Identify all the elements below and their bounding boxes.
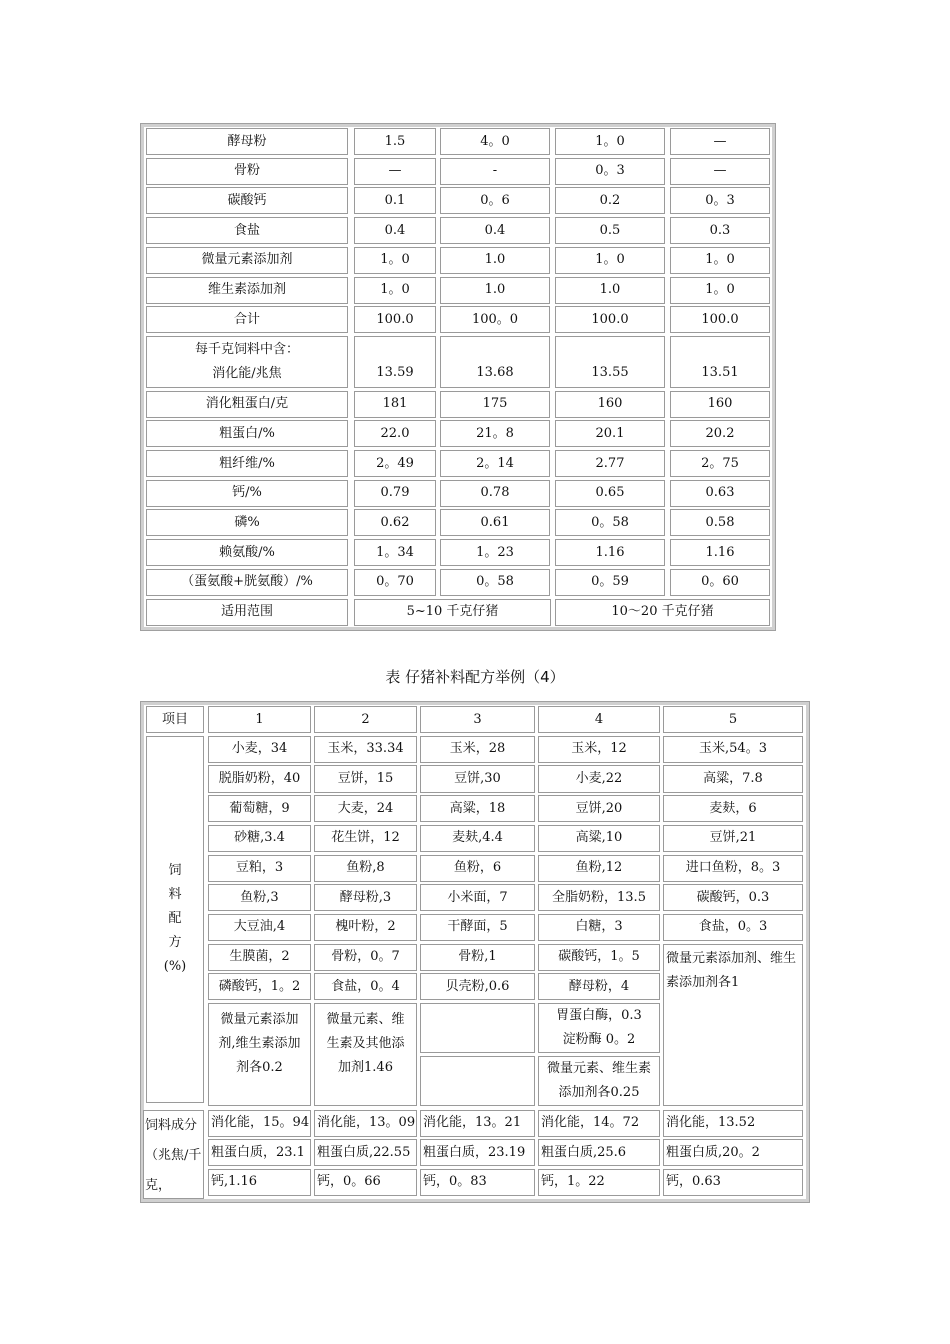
scope-label: 适用范围 <box>146 599 348 626</box>
composition-value: 消化能，13。21 <box>420 1110 535 1137</box>
formula-item: 生膜菌，2 <box>208 944 311 971</box>
composition-value: 粗蛋白质,25.6 <box>538 1139 660 1166</box>
formula-item: 花生饼，12 <box>314 825 417 852</box>
row-value: 0.65 <box>555 480 665 507</box>
row-value: 0。6 <box>440 187 550 214</box>
formula-item: 进口鱼粉，8。3 <box>663 855 803 882</box>
formula-item: 玉米，28 <box>420 736 535 763</box>
composition-value: 钙，0。83 <box>420 1169 535 1196</box>
formula-item: 碳酸钙，1。5 <box>538 944 660 971</box>
row-value: 0。3 <box>555 158 665 185</box>
composition-label: 饲料成分（兆焦/千克， <box>143 1110 204 1199</box>
row-value: - <box>440 158 550 185</box>
formula-item: 大麦，24 <box>314 795 417 822</box>
row-label: 合计 <box>146 306 348 333</box>
formula-item: 胃蛋白酶，0.3 <box>556 1008 642 1023</box>
header-col-5: 5 <box>663 706 803 733</box>
formula-item: 脱脂奶粉，40 <box>208 765 311 792</box>
row-value: 1。0 <box>354 247 436 274</box>
formula-label-char: 料 <box>168 887 182 903</box>
formula-label <box>146 736 204 1103</box>
row-value: 2。49 <box>354 450 436 477</box>
composition-value: 消化能，13。09 <box>314 1110 417 1137</box>
row-value: 1。0 <box>670 247 770 274</box>
row-value: 1。0 <box>555 128 665 155</box>
row-value: 0.4 <box>354 217 436 244</box>
formula-item: 酵母粉,3 <box>314 884 417 911</box>
row-value: 100.0 <box>555 306 665 333</box>
formula-item: 贝壳粉,0.6 <box>420 973 535 1000</box>
formula-item: 鱼粉,8 <box>314 855 417 882</box>
formula-item: 高粱，18 <box>420 795 535 822</box>
formula-item: 小米面，7 <box>420 884 535 911</box>
row-value: 20.1 <box>555 420 665 447</box>
header-col-4: 4 <box>538 706 660 733</box>
energy-value: 13.55 <box>555 336 665 388</box>
row-label: 钙/% <box>146 480 348 507</box>
formula-item: 豆饼,20 <box>538 795 660 822</box>
composition-value: 钙，0.63 <box>663 1169 803 1196</box>
row-value: 100。0 <box>440 306 550 333</box>
row-value: — <box>354 158 436 185</box>
energy-value: 13.59 <box>354 336 436 388</box>
formula-item-additives: 微量元素添加剂、维生素添加剂各1 <box>663 944 803 1106</box>
formula-item: 高粱,10 <box>538 825 660 852</box>
row-value: 0.3 <box>670 217 770 244</box>
formula-label-char: (%) <box>163 959 187 975</box>
row-value: — <box>670 158 770 185</box>
row-label: 赖氨酸/% <box>146 539 348 566</box>
formula-item: 磷酸钙，1。2 <box>208 973 311 1000</box>
row-value: 100.0 <box>670 306 770 333</box>
formula-item: 食盐，0。4 <box>314 973 417 1000</box>
row-value: — <box>670 128 770 155</box>
row-value: 0。58 <box>440 569 550 596</box>
formula-item: 高粱，7.8 <box>663 765 803 792</box>
header-col-3: 3 <box>420 706 535 733</box>
row-value: 0。58 <box>555 509 665 536</box>
row-value: 1。23 <box>440 539 550 566</box>
formula-item: 淀粉酶 0。2 <box>562 1032 636 1047</box>
row-value: 175 <box>440 391 550 418</box>
formula-item: 鱼粉,3 <box>208 884 311 911</box>
row-label: 粗纤维/% <box>146 450 348 477</box>
header-col-1: 1 <box>208 706 311 733</box>
row-value: 160 <box>670 391 770 418</box>
row-value: 0.79 <box>354 480 436 507</box>
composition-value: 粗蛋白质,22.55 <box>314 1139 417 1166</box>
row-value: 1.16 <box>670 539 770 566</box>
row-value: 2。14 <box>440 450 550 477</box>
formula-item-additives: 微量元素添加剂,维生素添加剂各0.2 <box>208 1003 311 1106</box>
row-value: 20.2 <box>670 420 770 447</box>
formula-item: 玉米，33.34 <box>314 736 417 763</box>
formula-item: 白糖，3 <box>538 914 660 941</box>
row-value: 1。34 <box>354 539 436 566</box>
row-value: 0。60 <box>670 569 770 596</box>
row-value: 160 <box>555 391 665 418</box>
row-value: 22.0 <box>354 420 436 447</box>
scope-10-20: 10～20 千克仔猪 <box>555 599 770 626</box>
row-value: 100.0 <box>354 306 436 333</box>
composition-value: 钙,1.16 <box>208 1169 311 1196</box>
composition-value: 消化能，13.52 <box>663 1110 803 1137</box>
formula-item: 碳酸钙，0.3 <box>663 884 803 911</box>
empty-cell <box>420 1056 535 1106</box>
row-label: 骨粉 <box>146 158 348 185</box>
row-value: 0.58 <box>670 509 770 536</box>
composition-value: 粗蛋白质，23.1 <box>208 1139 311 1166</box>
energy-label: 消化能/兆焦 <box>212 365 282 381</box>
formula-item: 鱼粉，6 <box>420 855 535 882</box>
row-value: 4。0 <box>440 128 550 155</box>
scope-5-10: 5~10 千克仔猪 <box>354 599 551 626</box>
row-value: 0。70 <box>354 569 436 596</box>
row-value: 1。0 <box>354 277 436 304</box>
formula-item: 小麦，34 <box>208 736 311 763</box>
nutrient-header-cell <box>146 336 348 388</box>
formula-item: 槐叶粉，2 <box>314 914 417 941</box>
formula-item-additives: 微量元素、维生素及其他添加剂1.46 <box>314 1003 417 1106</box>
formula-label-char: 方 <box>168 935 182 951</box>
row-value: 0.62 <box>354 509 436 536</box>
row-label: 微量元素添加剂 <box>146 247 348 274</box>
row-label: 酵母粉 <box>146 128 348 155</box>
row-label: 食盐 <box>146 217 348 244</box>
row-value: 0.5 <box>555 217 665 244</box>
energy-value: 13.68 <box>440 336 550 388</box>
formula-item: 豆饼,30 <box>420 765 535 792</box>
table-2-caption: 表 仔猪补料配方举例（4） <box>385 668 565 686</box>
formula-item: 大豆油,4 <box>208 914 311 941</box>
header-item: 项目 <box>146 706 204 733</box>
row-label: 粗蛋白/% <box>146 420 348 447</box>
formula-item: 干酵面，5 <box>420 914 535 941</box>
formula-label-char: 配 <box>168 911 182 927</box>
formula-item: 食盐，0。3 <box>663 914 803 941</box>
row-value: 1.16 <box>555 539 665 566</box>
row-label: 维生素添加剂 <box>146 277 348 304</box>
row-value: 0.78 <box>440 480 550 507</box>
row-value: 2。75 <box>670 450 770 477</box>
enzyme-cell <box>538 1003 660 1053</box>
formula-item: 豆粕，3 <box>208 855 311 882</box>
formula-item: 玉米,54。3 <box>663 736 803 763</box>
empty-cell <box>420 1003 535 1053</box>
formula-item-additives: 微量元素、维生素添加剂各0.25 <box>538 1056 660 1106</box>
formula-item: 砂糖,3.4 <box>208 825 311 852</box>
formula-item: 麦麸，6 <box>663 795 803 822</box>
row-value: 1.0 <box>440 277 550 304</box>
row-value: 1.0 <box>555 277 665 304</box>
row-value: 181 <box>354 391 436 418</box>
formula-item: 麦麸,4.4 <box>420 825 535 852</box>
formula-item: 骨粉,1 <box>420 944 535 971</box>
row-value: 0.63 <box>670 480 770 507</box>
row-label: 消化粗蛋白/克 <box>146 391 348 418</box>
row-value: 1.0 <box>440 247 550 274</box>
row-label: 碳酸钙 <box>146 187 348 214</box>
row-value: 2.77 <box>555 450 665 477</box>
composition-value: 消化能，14。72 <box>538 1110 660 1137</box>
row-value: 0。59 <box>555 569 665 596</box>
row-value: 0.61 <box>440 509 550 536</box>
formula-item: 酵母粉，4 <box>538 973 660 1000</box>
formula-item: 小麦,22 <box>538 765 660 792</box>
header-col-2: 2 <box>314 706 417 733</box>
row-label: （蛋氨酸+胱氨酸）/% <box>146 569 348 596</box>
composition-value: 粗蛋白质,20。2 <box>663 1139 803 1166</box>
formula-item: 豆饼,21 <box>663 825 803 852</box>
composition-value: 粗蛋白质，23.19 <box>420 1139 535 1166</box>
row-value: 21。8 <box>440 420 550 447</box>
row-value: 0.2 <box>555 187 665 214</box>
nutrient-header: 每千克饲料中含： <box>194 341 299 357</box>
row-value: 0.1 <box>354 187 436 214</box>
row-value: 1.5 <box>354 128 436 155</box>
formula-item: 鱼粉,12 <box>538 855 660 882</box>
energy-value: 13.51 <box>670 336 770 388</box>
formula-item: 全脂奶粉，13.5 <box>538 884 660 911</box>
row-value: 0。3 <box>670 187 770 214</box>
formula-label-char: 饲 <box>168 863 182 879</box>
row-value: 0.4 <box>440 217 550 244</box>
composition-value: 钙，1。22 <box>538 1169 660 1196</box>
row-value: 1。0 <box>670 277 770 304</box>
formula-item: 葡萄糖，9 <box>208 795 311 822</box>
composition-value: 消化能，15。94 <box>208 1110 311 1137</box>
formula-item: 豆饼，15 <box>314 765 417 792</box>
row-label: 磷% <box>146 509 348 536</box>
formula-item: 玉米，12 <box>538 736 660 763</box>
row-value: 1。0 <box>555 247 665 274</box>
formula-item: 骨粉，0。7 <box>314 944 417 971</box>
composition-value: 钙，0。66 <box>314 1169 417 1196</box>
